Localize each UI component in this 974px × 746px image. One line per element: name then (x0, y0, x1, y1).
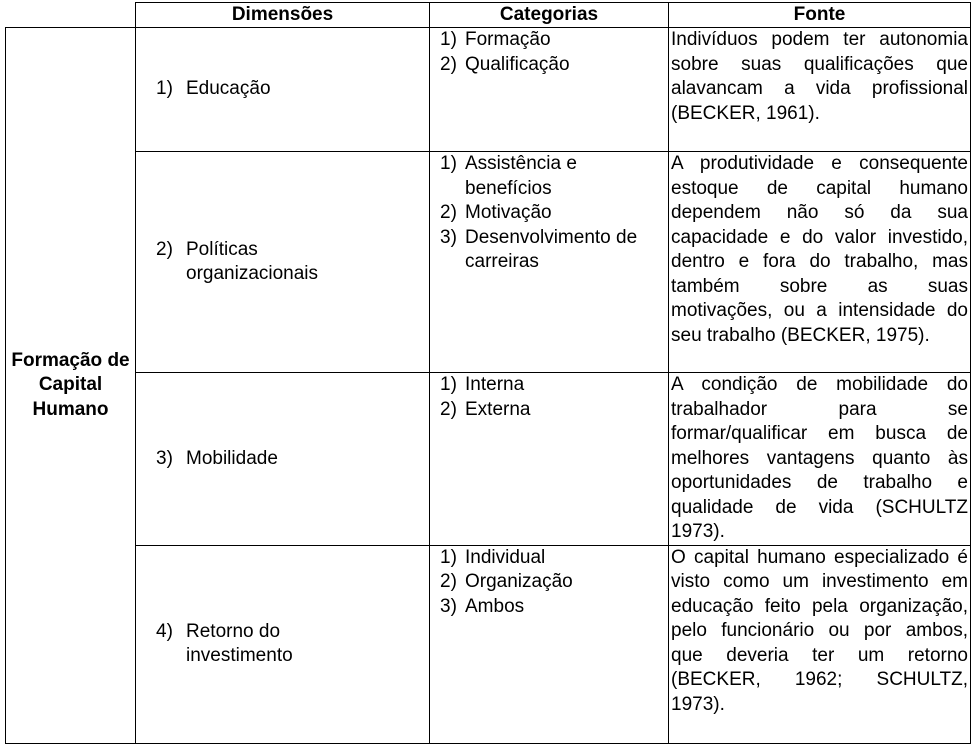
fonte-cell: A produtividade e consequente estoque de capital humano dependem não só da sua capacidade e do valor investido, dentro e fora do trabalho, mas também sobre as suas motivações, ou a intensidade do seu trabalho (BECKER, 1975). (669, 152, 971, 373)
category-number: 2) (440, 398, 457, 420)
category-item (440, 546, 666, 571)
header-categorias: Categorias (430, 3, 669, 28)
dimension-label: Retorno do investimento (186, 620, 293, 666)
category-number: 1) (440, 29, 457, 50)
category-item (440, 201, 666, 226)
table-row (6, 373, 971, 546)
category-number: 3) (440, 595, 457, 617)
category-number: 1) (440, 374, 457, 395)
dimension-cell (136, 373, 430, 546)
table-row (6, 545, 971, 743)
row-label-formacao-capital-humano (6, 28, 136, 744)
category-label: Formação (465, 29, 551, 50)
category-label: Organização (465, 571, 573, 592)
header-row (6, 3, 971, 28)
dimension-label: Mobilidade (186, 447, 278, 469)
row-label-text: Formação de Capital Humano (11, 349, 130, 420)
categories-cell (430, 545, 669, 743)
header-dimensoes: Dimensões (136, 3, 430, 28)
capital-humano-table (5, 2, 971, 744)
category-number: 3) (440, 226, 457, 248)
fonte-cell: A condição de mobilidade do trabalhador para se formar/qualificar em busca de melhores vantagens quanto às oportunidades de trabalho e qualidade de vida (SCHULTZ 1973). (669, 373, 971, 546)
category-label: Externa (465, 398, 531, 420)
category-label: Qualificação (465, 53, 570, 75)
dimension-cell (136, 28, 430, 152)
category-number: 2) (440, 202, 457, 223)
table-row (6, 152, 971, 373)
category-label: Motivação (465, 202, 552, 223)
category-item (440, 570, 666, 595)
dimension-number: 4) (156, 620, 173, 642)
dimension-number: 2) (156, 238, 173, 260)
category-item (440, 398, 666, 423)
dimension-label: Políticas organizacionais (186, 238, 319, 284)
categories-cell (430, 152, 669, 373)
category-item (440, 226, 666, 275)
category-label: Desenvolvimento de carreiras (465, 226, 638, 272)
dimension-number: 1) (156, 78, 173, 100)
dimension-label: Educação (186, 78, 271, 100)
table-row (6, 28, 971, 152)
category-number: 2) (440, 53, 457, 75)
category-number: 1) (440, 546, 457, 568)
dimension-cell (136, 152, 430, 373)
dimension-number: 3) (156, 447, 173, 469)
category-label: Individual (465, 546, 546, 568)
fonte-cell: Indivíduos podem ter autonomia sobre suas qualificações que alavancam a vida profissional (BECKER, 1961). (669, 28, 971, 152)
category-label: Ambos (465, 595, 525, 617)
categories-cell (430, 373, 669, 546)
corner-cell (6, 3, 136, 28)
category-item (440, 595, 666, 620)
category-item (440, 53, 666, 78)
category-item (440, 28, 666, 53)
category-label: Interna (465, 374, 525, 395)
fonte-cell: O capital humano especializado é visto como um investimento em educação feito pela organização, pelo funcionário ou por ambos, que deveria ter um retorno (BECKER, 1962; SCHULTZ, 1973). (669, 545, 971, 743)
categories-cell (430, 28, 669, 152)
header-fonte: Fonte (669, 3, 971, 28)
category-item (440, 152, 666, 201)
category-item (440, 373, 666, 398)
dimension-cell (136, 545, 430, 743)
category-label: Assistência e benefícios (465, 153, 577, 199)
category-number: 1) (440, 153, 457, 174)
category-number: 2) (440, 571, 457, 592)
